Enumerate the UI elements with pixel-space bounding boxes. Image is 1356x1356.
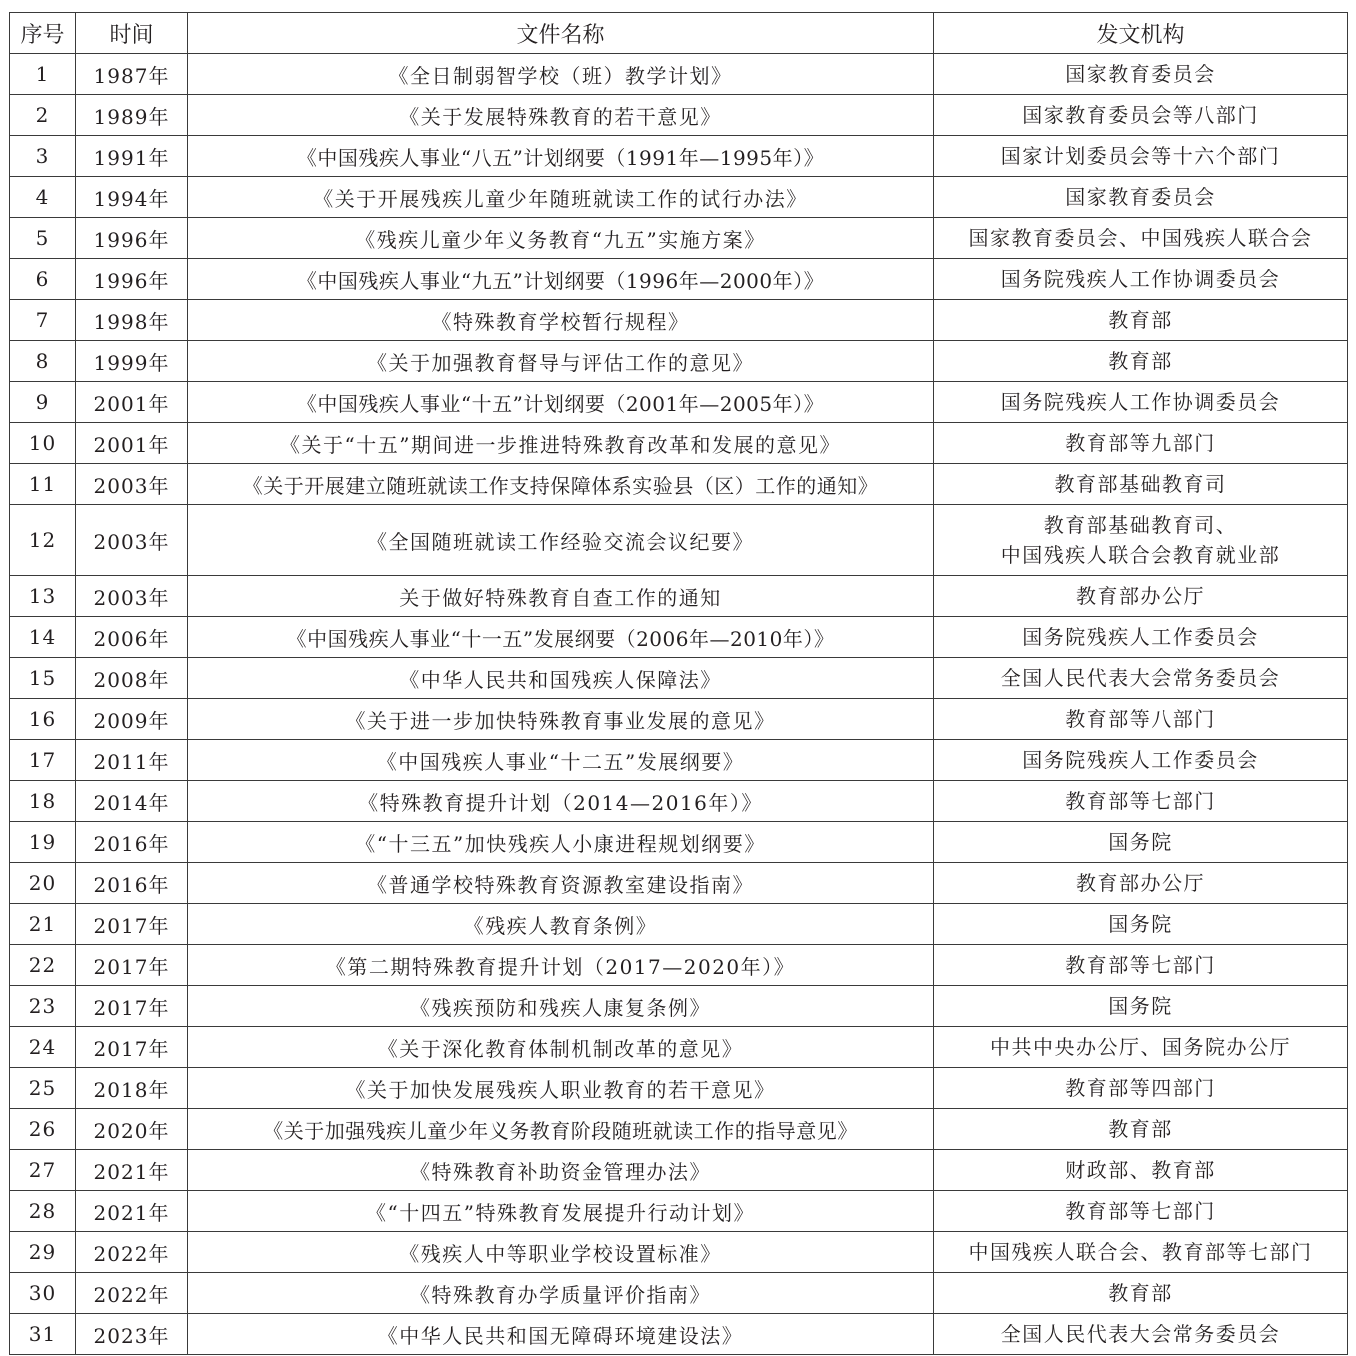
table-row [10, 136, 1348, 177]
cell-serial-number: 15 [10, 658, 76, 699]
cell-serial-number: 4 [10, 177, 76, 218]
cell-serial-number: 25 [10, 1068, 76, 1109]
table-row [10, 1027, 1348, 1068]
cell-time: 2016年 [76, 822, 188, 863]
agency-line: 教育部等七部门 [1065, 1199, 1216, 1223]
cell-issuing-agency [934, 1150, 1348, 1191]
agency-line: 教育部基础教育司、 [1043, 513, 1238, 537]
cell-serial-number: 30 [10, 1273, 76, 1314]
table-row [10, 822, 1348, 863]
table-row [10, 1150, 1348, 1191]
cell-issuing-agency [934, 699, 1348, 740]
cell-serial-number: 28 [10, 1191, 76, 1232]
agency-line: 教育部 [1108, 308, 1173, 332]
cell-document-name: 《全日制弱智学校（班）教学计划》 [188, 54, 934, 95]
cell-issuing-agency [934, 576, 1348, 617]
cell-document-name: 《关于加强残疾儿童少年义务教育阶段随班就读工作的指导意见》 [188, 1109, 934, 1150]
agency-line: 国务院残疾人工作委员会 [1022, 748, 1259, 772]
agency-line: 国务院 [1108, 912, 1173, 936]
agency-line: 国务院 [1108, 830, 1173, 854]
table-row [10, 1068, 1348, 1109]
agency-line: 教育部等七部门 [1065, 789, 1216, 813]
cell-document-name: 《残疾儿童少年义务教育“九五”实施方案》 [188, 218, 934, 259]
agency-line: 国务院残疾人工作委员会 [1022, 625, 1259, 649]
table-row [10, 259, 1348, 300]
cell-document-name: 《中国残疾人事业“十一五”发展纲要（2006年—2010年）》 [188, 617, 934, 658]
table-row [10, 423, 1348, 464]
cell-document-name: 《特殊教育提升计划（2014—2016年）》 [188, 781, 934, 822]
cell-issuing-agency [934, 341, 1348, 382]
policy-documents-table [9, 12, 1348, 1355]
header-serial-number: 序号 [10, 13, 76, 54]
cell-document-name: 《中华人民共和国无障碍环境建设法》 [188, 1314, 934, 1355]
cell-time: 2003年 [76, 464, 188, 505]
cell-serial-number: 18 [10, 781, 76, 822]
cell-serial-number: 1 [10, 54, 76, 95]
agency-line: 国务院残疾人工作协调委员会 [1000, 390, 1281, 414]
cell-serial-number: 27 [10, 1150, 76, 1191]
cell-serial-number: 19 [10, 822, 76, 863]
cell-serial-number: 5 [10, 218, 76, 259]
agency-line: 国家教育委员会、中国残疾人联合会 [968, 226, 1313, 250]
cell-document-name: 《特殊教育学校暂行规程》 [188, 300, 934, 341]
table-row [10, 699, 1348, 740]
cell-serial-number: 17 [10, 740, 76, 781]
cell-time: 2001年 [76, 423, 188, 464]
cell-serial-number: 8 [10, 341, 76, 382]
cell-issuing-agency [934, 218, 1348, 259]
agency-line: 全国人民代表大会常务委员会 [1000, 1322, 1281, 1346]
agency-line: 国家教育委员会等八部门 [1022, 103, 1259, 127]
cell-time: 1989年 [76, 95, 188, 136]
agency-line: 国家教育委员会 [1065, 62, 1216, 86]
cell-issuing-agency [934, 945, 1348, 986]
cell-issuing-agency [934, 382, 1348, 423]
table-row [10, 464, 1348, 505]
cell-time: 1994年 [76, 177, 188, 218]
table-row [10, 576, 1348, 617]
cell-document-name: 《残疾人中等职业学校设置标准》 [188, 1232, 934, 1273]
cell-time: 2011年 [76, 740, 188, 781]
cell-time: 2020年 [76, 1109, 188, 1150]
agency-line: 国务院残疾人工作协调委员会 [1000, 267, 1281, 291]
table-row [10, 505, 1348, 576]
cell-issuing-agency [934, 1273, 1348, 1314]
agency-line: 中国残疾人联合会教育就业部 [1000, 543, 1281, 567]
cell-issuing-agency [934, 863, 1348, 904]
cell-document-name: 《中国残疾人事业“十五”计划纲要（2001年—2005年）》 [188, 382, 934, 423]
cell-issuing-agency [934, 136, 1348, 177]
cell-serial-number: 21 [10, 904, 76, 945]
cell-serial-number: 26 [10, 1109, 76, 1150]
cell-time: 2017年 [76, 986, 188, 1027]
cell-document-name: 《“十三五”加快残疾人小康进程规划纲要》 [188, 822, 934, 863]
table-row [10, 1273, 1348, 1314]
cell-issuing-agency [934, 986, 1348, 1027]
table-row [10, 341, 1348, 382]
cell-issuing-agency [934, 740, 1348, 781]
cell-document-name: 《关于加强教育督导与评估工作的意见》 [188, 341, 934, 382]
agency-line: 教育部等四部门 [1065, 1076, 1216, 1100]
cell-serial-number: 9 [10, 382, 76, 423]
cell-issuing-agency [934, 177, 1348, 218]
cell-issuing-agency [934, 464, 1348, 505]
agency-line: 全国人民代表大会常务委员会 [1000, 666, 1281, 690]
table-body [10, 54, 1348, 1355]
cell-time: 2023年 [76, 1314, 188, 1355]
cell-serial-number: 7 [10, 300, 76, 341]
agency-line: 国家计划委员会等十六个部门 [1000, 144, 1281, 168]
cell-time: 2021年 [76, 1150, 188, 1191]
table-row [10, 95, 1348, 136]
cell-time: 2003年 [76, 505, 188, 576]
table-row [10, 1191, 1348, 1232]
table-header-row [10, 13, 1348, 54]
cell-document-name: 《“十四五”特殊教育发展提升行动计划》 [188, 1191, 934, 1232]
table-row [10, 1232, 1348, 1273]
agency-line: 国务院 [1108, 994, 1173, 1018]
agency-line: 国家教育委员会 [1065, 185, 1216, 209]
cell-time: 2022年 [76, 1232, 188, 1273]
table-row [10, 382, 1348, 423]
cell-serial-number: 3 [10, 136, 76, 177]
cell-document-name: 《中国残疾人事业“十二五”发展纲要》 [188, 740, 934, 781]
cell-serial-number: 22 [10, 945, 76, 986]
agency-line: 教育部基础教育司 [1054, 472, 1227, 496]
cell-serial-number: 29 [10, 1232, 76, 1273]
cell-time: 2009年 [76, 699, 188, 740]
header-document-name: 文件名称 [188, 13, 934, 54]
cell-issuing-agency [934, 505, 1348, 576]
cell-issuing-agency [934, 617, 1348, 658]
table-row [10, 1314, 1348, 1355]
table-row [10, 617, 1348, 658]
cell-document-name: 关于做好特殊教育自查工作的通知 [188, 576, 934, 617]
table-row [10, 904, 1348, 945]
cell-serial-number: 16 [10, 699, 76, 740]
cell-issuing-agency [934, 259, 1348, 300]
cell-document-name: 《中国残疾人事业“九五”计划纲要（1996年—2000年）》 [188, 259, 934, 300]
cell-issuing-agency [934, 781, 1348, 822]
cell-document-name: 《中华人民共和国残疾人保障法》 [188, 658, 934, 699]
cell-time: 2021年 [76, 1191, 188, 1232]
agency-line: 教育部等八部门 [1065, 707, 1216, 731]
table-row [10, 177, 1348, 218]
cell-document-name: 《特殊教育办学质量评价指南》 [188, 1273, 934, 1314]
agency-line: 教育部等七部门 [1065, 953, 1216, 977]
header-time: 时间 [76, 13, 188, 54]
cell-serial-number: 13 [10, 576, 76, 617]
cell-time: 1991年 [76, 136, 188, 177]
cell-time: 2001年 [76, 382, 188, 423]
cell-document-name: 《残疾人教育条例》 [188, 904, 934, 945]
cell-document-name: 《关于加快发展残疾人职业教育的若干意见》 [188, 1068, 934, 1109]
table-row [10, 986, 1348, 1027]
cell-document-name: 《关于“十五”期间进一步推进特殊教育改革和发展的意见》 [188, 423, 934, 464]
cell-document-name: 《关于深化教育体制机制改革的意见》 [188, 1027, 934, 1068]
cell-time: 2022年 [76, 1273, 188, 1314]
table-row [10, 1109, 1348, 1150]
cell-issuing-agency [934, 658, 1348, 699]
cell-document-name: 《普通学校特殊教育资源教室建设指南》 [188, 863, 934, 904]
agency-line: 财政部、教育部 [1065, 1158, 1216, 1182]
cell-time: 2017年 [76, 945, 188, 986]
cell-document-name: 《关于进一步加快特殊教育事业发展的意见》 [188, 699, 934, 740]
cell-serial-number: 20 [10, 863, 76, 904]
cell-document-name: 《第二期特殊教育提升计划（2017—2020年）》 [188, 945, 934, 986]
agency-line: 中国残疾人联合会、教育部等七部门 [968, 1240, 1313, 1264]
cell-issuing-agency [934, 1109, 1348, 1150]
cell-time: 2003年 [76, 576, 188, 617]
cell-serial-number: 12 [10, 505, 76, 576]
cell-time: 2018年 [76, 1068, 188, 1109]
cell-time: 1999年 [76, 341, 188, 382]
cell-issuing-agency [934, 822, 1348, 863]
cell-serial-number: 11 [10, 464, 76, 505]
agency-line: 教育部办公厅 [1076, 584, 1205, 608]
cell-issuing-agency [934, 423, 1348, 464]
table-row [10, 863, 1348, 904]
cell-document-name: 《特殊教育补助资金管理办法》 [188, 1150, 934, 1191]
cell-time: 1996年 [76, 218, 188, 259]
cell-time: 2017年 [76, 1027, 188, 1068]
cell-serial-number: 14 [10, 617, 76, 658]
cell-serial-number: 2 [10, 95, 76, 136]
cell-time: 2016年 [76, 863, 188, 904]
cell-issuing-agency [934, 1068, 1348, 1109]
cell-time: 1998年 [76, 300, 188, 341]
cell-time: 2006年 [76, 617, 188, 658]
table-row [10, 300, 1348, 341]
cell-document-name: 《残疾预防和残疾人康复条例》 [188, 986, 934, 1027]
cell-document-name: 《关于开展建立随班就读工作支持保障体系实验县（区）工作的通知》 [188, 464, 934, 505]
table-row [10, 218, 1348, 259]
cell-issuing-agency [934, 300, 1348, 341]
table-row [10, 781, 1348, 822]
cell-serial-number: 6 [10, 259, 76, 300]
agency-line: 教育部 [1108, 1281, 1173, 1305]
cell-document-name: 《关于开展残疾儿童少年随班就读工作的试行办法》 [188, 177, 934, 218]
cell-time: 2014年 [76, 781, 188, 822]
agency-line: 教育部等九部门 [1065, 431, 1216, 455]
cell-time: 1996年 [76, 259, 188, 300]
cell-document-name: 《全国随班就读工作经验交流会议纪要》 [188, 505, 934, 576]
table-row [10, 740, 1348, 781]
table-row [10, 658, 1348, 699]
cell-document-name: 《中国残疾人事业“八五”计划纲要（1991年—1995年）》 [188, 136, 934, 177]
agency-line: 教育部 [1108, 1117, 1173, 1141]
cell-serial-number: 24 [10, 1027, 76, 1068]
cell-issuing-agency [934, 95, 1348, 136]
agency-line: 教育部 [1108, 349, 1173, 373]
cell-time: 2008年 [76, 658, 188, 699]
table-row [10, 54, 1348, 95]
cell-time: 1987年 [76, 54, 188, 95]
agency-line: 教育部办公厅 [1076, 871, 1205, 895]
cell-time: 2017年 [76, 904, 188, 945]
cell-serial-number: 31 [10, 1314, 76, 1355]
cell-issuing-agency [934, 1027, 1348, 1068]
cell-serial-number: 23 [10, 986, 76, 1027]
cell-issuing-agency [934, 904, 1348, 945]
cell-issuing-agency [934, 54, 1348, 95]
cell-document-name: 《关于发展特殊教育的若干意见》 [188, 95, 934, 136]
cell-issuing-agency [934, 1232, 1348, 1273]
table-row [10, 945, 1348, 986]
cell-serial-number: 10 [10, 423, 76, 464]
cell-issuing-agency [934, 1314, 1348, 1355]
header-issuing-agency: 发文机构 [934, 13, 1348, 54]
agency-line: 中共中央办公厅、国务院办公厅 [990, 1035, 1291, 1059]
cell-issuing-agency [934, 1191, 1348, 1232]
